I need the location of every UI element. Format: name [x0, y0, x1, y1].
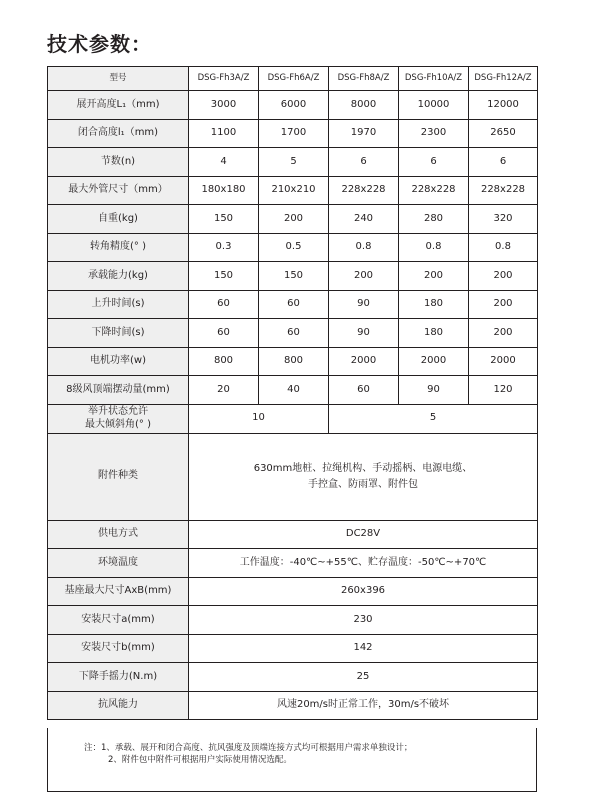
- row-value: 200: [469, 290, 538, 319]
- row-value: 200: [469, 262, 538, 291]
- table-row-common: [48, 606, 538, 635]
- row-value: 228x228: [329, 176, 399, 205]
- header-label: 型号: [48, 67, 189, 91]
- table-header-row: [48, 67, 538, 91]
- table-row: [48, 347, 538, 376]
- row-value: 2300: [399, 119, 469, 148]
- row-value: 150: [189, 205, 259, 234]
- common-label: 安装尺寸a(mm): [48, 606, 189, 635]
- table-row: [48, 290, 538, 319]
- row-value: 2000: [399, 347, 469, 376]
- table-row: [48, 205, 538, 234]
- common-value: 260x396: [189, 577, 538, 606]
- tilt-value-a: 10: [189, 404, 329, 433]
- table-row: [48, 233, 538, 262]
- spec-table: [47, 66, 538, 720]
- row-label: 转角精度(° ): [48, 233, 189, 262]
- row-value: 6: [469, 148, 538, 177]
- model-name: DSG-Fh8A/Z: [329, 67, 399, 91]
- common-value: 142: [189, 634, 538, 663]
- model-name: DSG-Fh3A/Z: [189, 67, 259, 91]
- row-value: 0.8: [469, 233, 538, 262]
- row-value: 180: [399, 319, 469, 348]
- row-value: 210x210: [259, 176, 329, 205]
- row-value: 800: [189, 347, 259, 376]
- row-value: 60: [189, 319, 259, 348]
- row-value: 5: [259, 148, 329, 177]
- accessories-label: 附件种类: [48, 433, 189, 520]
- row-value: 60: [189, 290, 259, 319]
- table-row-common: [48, 634, 538, 663]
- row-value: 90: [329, 290, 399, 319]
- common-label: 供电方式: [48, 520, 189, 549]
- row-label: 电机功率(w): [48, 347, 189, 376]
- row-value: 4: [189, 148, 259, 177]
- row-label: 下降时间(s): [48, 319, 189, 348]
- common-value: 风速20m/s时正常工作，30m/s不破坏: [189, 691, 538, 720]
- row-value: 6: [399, 148, 469, 177]
- model-name: DSG-Fh10A/Z: [399, 67, 469, 91]
- notes-box: [47, 728, 537, 792]
- row-value: 120: [469, 376, 538, 405]
- row-value: 1970: [329, 119, 399, 148]
- common-value: DC28V: [189, 520, 538, 549]
- page-title: 技术参数：: [47, 32, 152, 56]
- row-value: 1100: [189, 119, 259, 148]
- row-label: 上升时间(s): [48, 290, 189, 319]
- row-value: 12000: [469, 91, 538, 120]
- table-row: [48, 376, 538, 405]
- note-line-2: 2、附件包中附件可根据用户实际使用情况选配。: [108, 755, 292, 766]
- tilt-label-line-2: 最大倾斜角(° ): [85, 418, 151, 430]
- table-row-common: [48, 520, 538, 549]
- row-value: 180: [399, 290, 469, 319]
- table-row-accessories: [48, 433, 538, 520]
- row-value: 228x228: [469, 176, 538, 205]
- common-label: 抗风能力: [48, 691, 189, 720]
- row-value: 1700: [259, 119, 329, 148]
- table-row-common: [48, 549, 538, 578]
- row-value: 200: [399, 262, 469, 291]
- row-label: 承载能力(kg): [48, 262, 189, 291]
- accessories-line-2: 手控盒、防雨罩、附件包: [308, 478, 418, 490]
- row-value: 60: [259, 319, 329, 348]
- row-value: 0.3: [189, 233, 259, 262]
- row-label: 节数(n): [48, 148, 189, 177]
- table-row: [48, 319, 538, 348]
- row-value: 6000: [259, 91, 329, 120]
- row-value: 8000: [329, 91, 399, 120]
- accessories-line-1: 630mm地桩、拉绳机构、手动摇柄、电源电缆、: [253, 462, 473, 474]
- tilt-value-b: 5: [329, 404, 538, 433]
- row-value: 200: [259, 205, 329, 234]
- row-value: 0.8: [329, 233, 399, 262]
- row-value: 228x228: [399, 176, 469, 205]
- common-value: 工作温度：-40℃~+55℃、贮存温度：-50℃~+70℃: [189, 549, 538, 578]
- row-value: 10000: [399, 91, 469, 120]
- table-row: [48, 148, 538, 177]
- table-row: [48, 176, 538, 205]
- table-row: [48, 91, 538, 120]
- accessories-value: [189, 433, 538, 520]
- row-label: 闭合高度l₁（mm): [48, 119, 189, 148]
- row-value: 200: [329, 262, 399, 291]
- note-line-1: 注：1、承载、展开和闭合高度、抗风强度及顶端连接方式均可根据用户需求单独设计；: [84, 743, 413, 753]
- row-value: 2650: [469, 119, 538, 148]
- row-value: 150: [259, 262, 329, 291]
- row-value: 240: [329, 205, 399, 234]
- row-value: 320: [469, 205, 538, 234]
- common-label: 安装尺寸b(mm): [48, 634, 189, 663]
- common-label: 下降手摇力(N.m): [48, 663, 189, 692]
- row-value: 90: [329, 319, 399, 348]
- common-value: 230: [189, 606, 538, 635]
- row-value: 20: [189, 376, 259, 405]
- table-row-tilt: [48, 404, 538, 433]
- row-label: 最大外管尺寸（mm）: [48, 176, 189, 205]
- row-value: 90: [399, 376, 469, 405]
- table-row: [48, 262, 538, 291]
- row-label: 展开高度L₁（mm): [48, 91, 189, 120]
- table-row-common: [48, 577, 538, 606]
- common-label: 基座最大尺寸AxB(mm): [48, 577, 189, 606]
- table-row: [48, 119, 538, 148]
- row-value: 3000: [189, 91, 259, 120]
- row-value: 60: [259, 290, 329, 319]
- row-label: 自重(kg): [48, 205, 189, 234]
- row-value: 150: [189, 262, 259, 291]
- row-value: 800: [259, 347, 329, 376]
- tilt-label-line-1: 举升状态允许: [88, 406, 148, 417]
- row-value: 200: [469, 319, 538, 348]
- table-row-common: [48, 691, 538, 720]
- table-row-common: [48, 663, 538, 692]
- model-name: DSG-Fh6A/Z: [259, 67, 329, 91]
- common-value: 25: [189, 663, 538, 692]
- row-value: 0.8: [399, 233, 469, 262]
- row-value: 40: [259, 376, 329, 405]
- row-value: 2000: [469, 347, 538, 376]
- common-label: 环境温度: [48, 549, 189, 578]
- row-value: 180x180: [189, 176, 259, 205]
- row-value: 0.5: [259, 233, 329, 262]
- tilt-label: [48, 404, 189, 433]
- model-name: DSG-Fh12A/Z: [469, 67, 538, 91]
- row-value: 60: [329, 376, 399, 405]
- row-label: 8级风顶端摆动量(mm): [48, 376, 189, 405]
- row-value: 2000: [329, 347, 399, 376]
- row-value: 280: [399, 205, 469, 234]
- row-value: 6: [329, 148, 399, 177]
